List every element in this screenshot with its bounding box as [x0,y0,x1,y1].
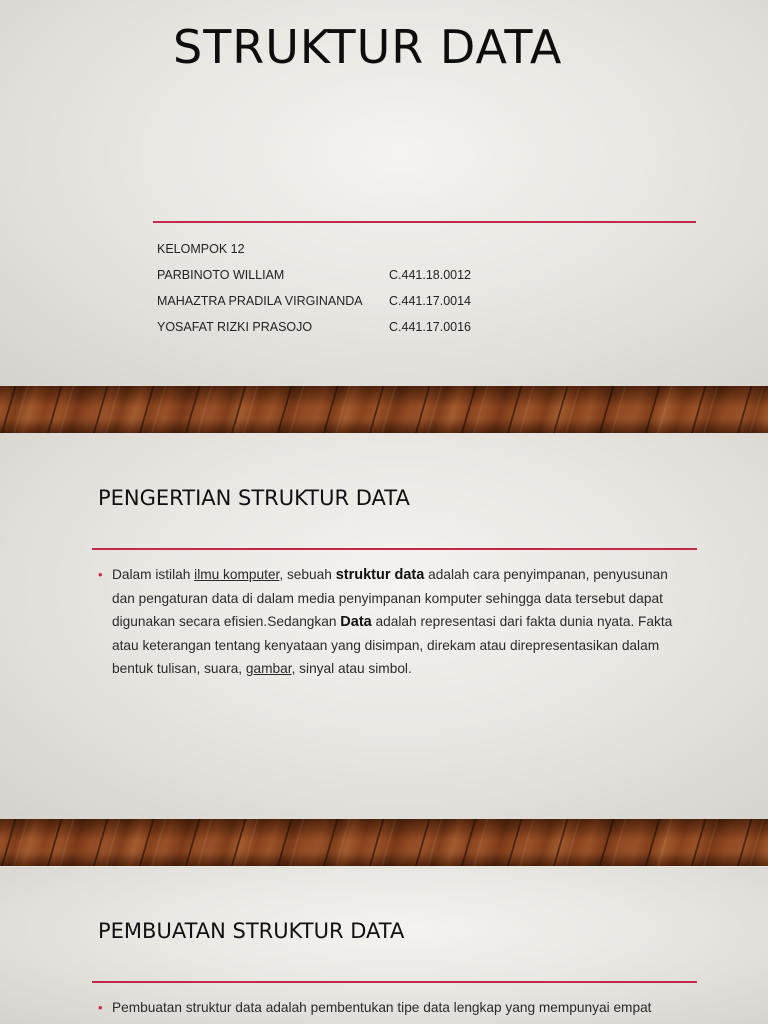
creation-slide [0,867,768,1024]
presentation-title: STRUKTUR DATA [173,20,563,74]
member-name: PARBINOTO WILLIAM [157,268,285,282]
ilmu-komputer-link[interactable]: ilmu komputer [194,567,280,582]
member-id: C.441.17.0016 [389,320,472,334]
bullet-text: , sebuah [279,567,336,582]
slide-title: PENGERTIAN STRUKTUR DATA [98,486,410,510]
gambar-link[interactable]: gambar [245,661,292,676]
bullet-text: adalah cara penyimpanan, penyusunan dan pengaturan data di dalam media penyimpanan komputer sehingga data tersebut dapat digunakan secara efisien.Sedangkan [112,567,668,629]
member-row [157,314,471,340]
wood-floor-decoration [0,386,768,433]
group-label: KELOMPOK 12 [157,242,245,256]
bold-term-struktur-data: struktur data [335,567,425,583]
member-id: C.441.17.0014 [389,294,472,308]
accent-divider [92,981,697,983]
accent-divider [153,221,696,223]
member-row [157,262,471,288]
title-slide [0,0,768,386]
bullet-text: adalah representasi dari fakta dunia nyata. Fakta atau keterangan tentang kenyataan yang disimpan, direkam atau direpresentasikan dalam bentuk tulisan, suara, [112,614,673,676]
definition-slide [0,433,768,819]
group-member-list [157,236,471,340]
member-row [157,288,471,314]
definition-bullet [98,563,683,680]
bullet-text: Dalam istilah [112,567,195,582]
member-name: YOSAFAT RIZKI PRASOJO [157,320,313,334]
slide-title: PEMBUATAN STRUKTUR DATA [98,919,405,943]
bullet-text: , sinyal atau simbol. [291,661,412,676]
wood-floor-decoration [0,819,768,866]
creation-bullet: • Pembuatan struktur data adalah pembentukan tipe data lengkap yang mempunyai empat [98,996,683,1019]
group-label-row [157,236,471,262]
bold-term-data: Data [340,614,372,630]
accent-divider [92,548,697,550]
member-id: C.441.18.0012 [389,268,472,282]
member-name: MAHAZTRA PRADILA VIRGINANDA [157,294,363,308]
